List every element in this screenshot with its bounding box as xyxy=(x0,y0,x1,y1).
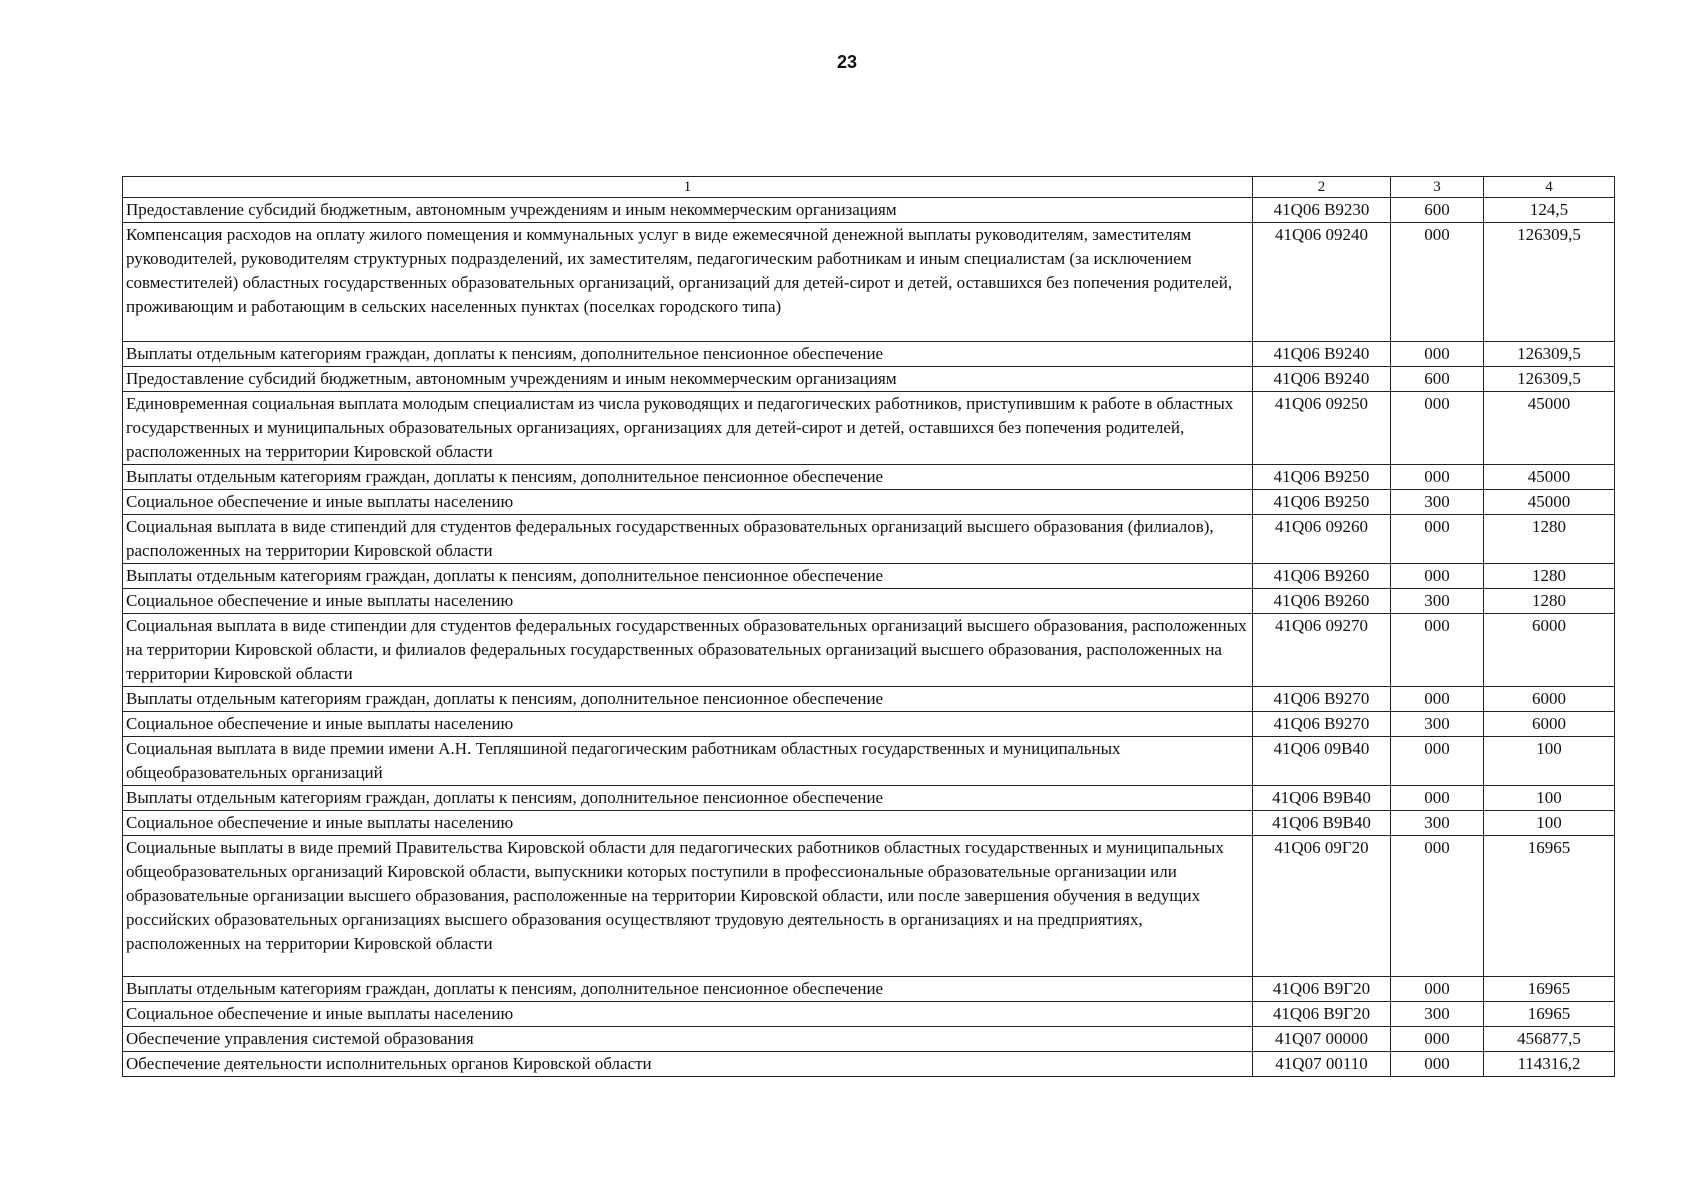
row-type: 000 xyxy=(1391,392,1484,465)
row-type: 000 xyxy=(1391,564,1484,589)
row-code: 41Q06 B9B40 xyxy=(1253,786,1391,811)
row-name: Предоставление субсидий бюджетным, автономным учреждениям и иным некоммерческим организациям xyxy=(123,198,1253,223)
row-code: 41Q07 00110 xyxy=(1253,1052,1391,1077)
row-amount: 126309,5 xyxy=(1484,367,1615,392)
row-type: 000 xyxy=(1391,836,1484,977)
table-row xyxy=(123,465,1615,490)
row-name: Социальные выплаты в виде премий Правительства Кировской области для педагогических работников областных государственных и муниципальных общеобразовательных организаций Кировской области, выпускники которых поступили в профессиональные образовательные организации или образовательные организации высшего образования, расположенные на территории Кировской области, или после завершения обучения в ведущих российских образовательных организациях высшего образования осуществляют трудовую деятельность в организациях и на предприятиях, расположенных на территории Кировской области xyxy=(123,836,1253,977)
row-code: 41Q06 09B40 xyxy=(1253,737,1391,786)
row-amount: 6000 xyxy=(1484,712,1615,737)
page-number: 23 xyxy=(836,52,858,72)
table-row xyxy=(123,786,1615,811)
row-amount: 1280 xyxy=(1484,589,1615,614)
row-code: 41Q06 09Г20 xyxy=(1253,836,1391,977)
row-type: 000 xyxy=(1391,223,1484,342)
row-code: 41Q06 B9260 xyxy=(1253,564,1391,589)
row-name: Выплаты отдельным категориям граждан, доплаты к пенсиям, дополнительное пенсионное обеспечение xyxy=(123,342,1253,367)
table-row xyxy=(123,1002,1615,1027)
table-row xyxy=(123,1052,1615,1077)
row-amount: 100 xyxy=(1484,811,1615,836)
row-name: Социальное обеспечение и иные выплаты населению xyxy=(123,589,1253,614)
budget-table xyxy=(122,176,1615,1077)
row-name: Компенсация расходов на оплату жилого помещения и коммунальных услуг в виде ежемесячной денежной выплаты руководителям, заместителям руководителей, руководителям структурных подразделений, их заместителям, педагогическим работникам и иным специалистам (за исключением совместителей) областных государственных образовательных организаций, организаций для детей-сирот и детей, оставшихся без попечения родителей, проживающим и работающим в сельских населенных пунктах (поселках городского типа) xyxy=(123,223,1253,342)
row-name: Социальное обеспечение и иные выплаты населению xyxy=(123,811,1253,836)
table-row xyxy=(123,687,1615,712)
row-code: 41Q06 B9Г20 xyxy=(1253,977,1391,1002)
row-name: Социальное обеспечение и иные выплаты населению xyxy=(123,490,1253,515)
row-code: 41Q06 09270 xyxy=(1253,614,1391,687)
row-type: 300 xyxy=(1391,1002,1484,1027)
table-row xyxy=(123,712,1615,737)
column-header-1: 1 xyxy=(123,177,1253,198)
row-code: 41Q06 09260 xyxy=(1253,515,1391,564)
table-row xyxy=(123,1027,1615,1052)
table-row xyxy=(123,614,1615,687)
row-code: 41Q06 B9240 xyxy=(1253,367,1391,392)
row-type: 000 xyxy=(1391,342,1484,367)
column-header-4: 4 xyxy=(1484,177,1615,198)
table-row xyxy=(123,392,1615,465)
row-code: 41Q06 B9Г20 xyxy=(1253,1002,1391,1027)
row-amount: 45000 xyxy=(1484,490,1615,515)
row-name: Социальное обеспечение и иные выплаты населению xyxy=(123,1002,1253,1027)
row-name: Социальное обеспечение и иные выплаты населению xyxy=(123,712,1253,737)
row-type: 300 xyxy=(1391,589,1484,614)
row-amount: 16965 xyxy=(1484,1002,1615,1027)
row-code: 41Q07 00000 xyxy=(1253,1027,1391,1052)
row-type: 000 xyxy=(1391,1052,1484,1077)
row-amount: 100 xyxy=(1484,737,1615,786)
row-amount: 456877,5 xyxy=(1484,1027,1615,1052)
row-type: 300 xyxy=(1391,490,1484,515)
table-row xyxy=(123,515,1615,564)
row-amount: 124,5 xyxy=(1484,198,1615,223)
row-name: Выплаты отдельным категориям граждан, доплаты к пенсиям, дополнительное пенсионное обеспечение xyxy=(123,687,1253,712)
row-amount: 6000 xyxy=(1484,687,1615,712)
table-row xyxy=(123,836,1615,977)
row-code: 41Q06 09250 xyxy=(1253,392,1391,465)
row-type: 000 xyxy=(1391,614,1484,687)
row-type: 300 xyxy=(1391,811,1484,836)
row-amount: 16965 xyxy=(1484,836,1615,977)
row-name: Выплаты отдельным категориям граждан, доплаты к пенсиям, дополнительное пенсионное обеспечение xyxy=(123,786,1253,811)
row-name: Единовременная социальная выплата молодым специалистам из числа руководящих и педагогических работников, приступившим к работе в областных государственных и муниципальных образовательных организациях, организациях для детей-сирот и детей, оставшихся без попечения родителей, расположенных на территории Кировской области xyxy=(123,392,1253,465)
column-header-2: 2 xyxy=(1253,177,1391,198)
table-row xyxy=(123,367,1615,392)
row-amount: 1280 xyxy=(1484,564,1615,589)
row-amount: 45000 xyxy=(1484,465,1615,490)
table-row xyxy=(123,490,1615,515)
row-name: Предоставление субсидий бюджетным, автономным учреждениям и иным некоммерческим организациям xyxy=(123,367,1253,392)
row-name: Выплаты отдельным категориям граждан, доплаты к пенсиям, дополнительное пенсионное обеспечение xyxy=(123,564,1253,589)
row-amount: 1280 xyxy=(1484,515,1615,564)
table-row xyxy=(123,198,1615,223)
row-name: Обеспечение деятельности исполнительных органов Кировской области xyxy=(123,1052,1253,1077)
row-amount: 126309,5 xyxy=(1484,223,1615,342)
row-code: 41Q06 B9B40 xyxy=(1253,811,1391,836)
row-type: 300 xyxy=(1391,712,1484,737)
row-name: Выплаты отдельным категориям граждан, доплаты к пенсиям, дополнительное пенсионное обеспечение xyxy=(123,465,1253,490)
row-type: 600 xyxy=(1391,198,1484,223)
row-type: 000 xyxy=(1391,465,1484,490)
row-code: 41Q06 B9250 xyxy=(1253,465,1391,490)
row-code: 41Q06 B9270 xyxy=(1253,712,1391,737)
row-type: 000 xyxy=(1391,786,1484,811)
row-code: 41Q06 B9260 xyxy=(1253,589,1391,614)
row-name: Выплаты отдельным категориям граждан, доплаты к пенсиям, дополнительное пенсионное обеспечение xyxy=(123,977,1253,1002)
row-name: Социальная выплата в виде премии имени А.Н. Тепляшиной педагогическим работникам областных государственных и муниципальных общеобразовательных организаций xyxy=(123,737,1253,786)
row-type: 000 xyxy=(1391,737,1484,786)
row-amount: 16965 xyxy=(1484,977,1615,1002)
table-row xyxy=(123,564,1615,589)
table-row xyxy=(123,811,1615,836)
row-amount: 6000 xyxy=(1484,614,1615,687)
row-name: Социальная выплата в виде стипендии для студентов федеральных государственных образовательных организаций высшего образования, расположенных на территории Кировской области, и филиалов федеральных государственных образовательных организаций высшего образования, расположенных на территории Кировской области xyxy=(123,614,1253,687)
table-row xyxy=(123,737,1615,786)
row-amount: 100 xyxy=(1484,786,1615,811)
row-type: 000 xyxy=(1391,1027,1484,1052)
row-amount: 45000 xyxy=(1484,392,1615,465)
row-type: 000 xyxy=(1391,687,1484,712)
row-code: 41Q06 B9250 xyxy=(1253,490,1391,515)
row-code: 41Q06 09240 xyxy=(1253,223,1391,342)
row-type: 000 xyxy=(1391,977,1484,1002)
row-code: 41Q06 B9270 xyxy=(1253,687,1391,712)
row-name: Социальная выплата в виде стипендий для студентов федеральных государственных образовательных организаций высшего образования (филиалов), расположенных на территории Кировской области xyxy=(123,515,1253,564)
row-name: Обеспечение управления системой образования xyxy=(123,1027,1253,1052)
table-row xyxy=(123,342,1615,367)
row-type: 000 xyxy=(1391,515,1484,564)
table-row xyxy=(123,223,1615,342)
row-code: 41Q06 B9240 xyxy=(1253,342,1391,367)
table-header-row xyxy=(123,177,1615,198)
column-header-3: 3 xyxy=(1391,177,1484,198)
row-amount: 114316,2 xyxy=(1484,1052,1615,1077)
row-code: 41Q06 B9230 xyxy=(1253,198,1391,223)
table-row xyxy=(123,977,1615,1002)
row-amount: 126309,5 xyxy=(1484,342,1615,367)
table-row xyxy=(123,589,1615,614)
row-type: 600 xyxy=(1391,367,1484,392)
